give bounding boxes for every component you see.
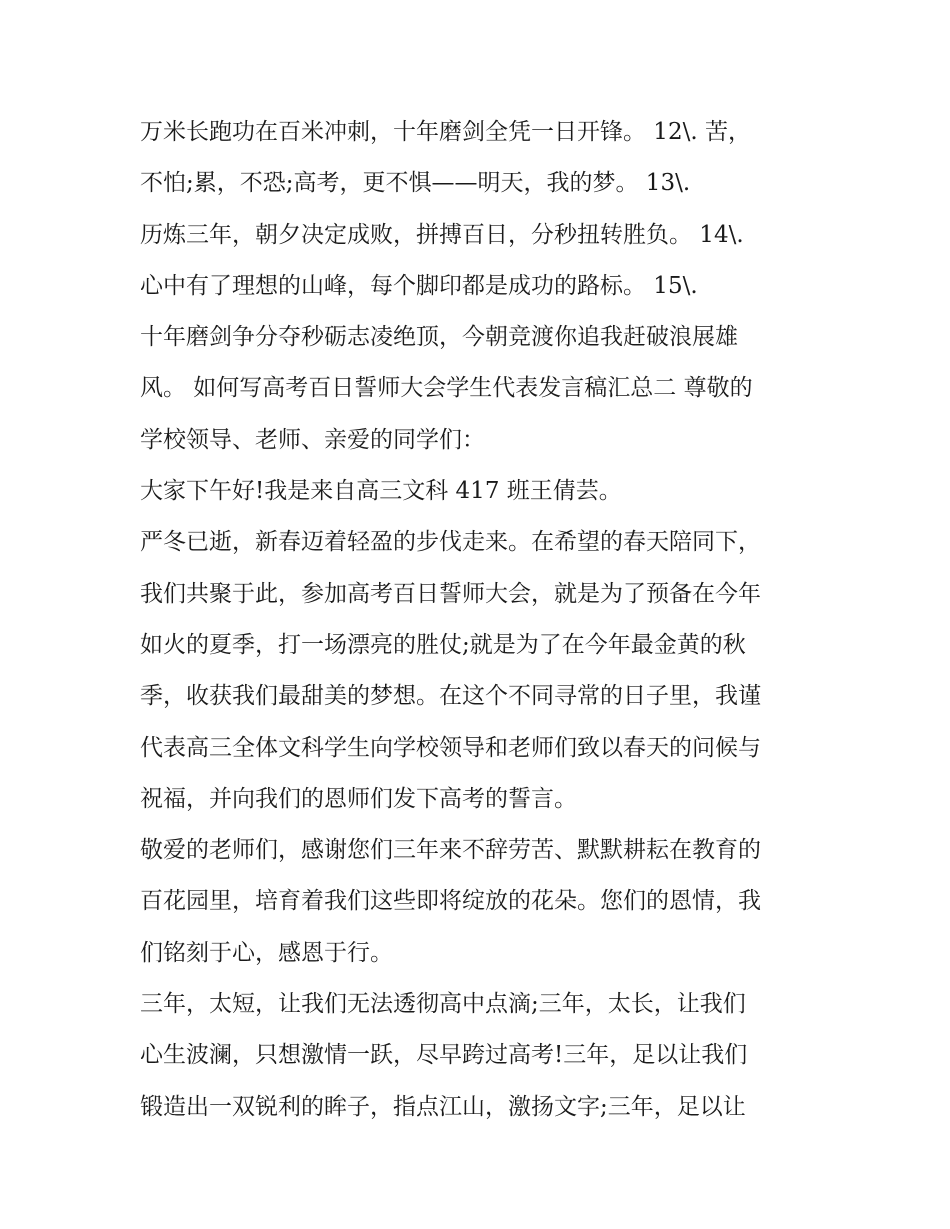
text-line: 代表高三全体文科学生向学校领导和老师们致以春天的问候与 bbox=[140, 734, 761, 761]
text-line: 心生波澜，只想激情一跃，尽早跨过高考!三年，足以让我们 bbox=[140, 1042, 748, 1069]
text-line: 三年，太短，让我们无法透彻高中点滴;三年，太长，让我们 bbox=[140, 991, 746, 1018]
text-line: 心中有了理想的山峰，每个脚印都是成功的路标。 15\. bbox=[140, 272, 698, 299]
text-line: 学校领导、老师、亲爱的同学们： bbox=[140, 426, 485, 453]
text-line: 万米长跑功在百米冲刺，十年磨剑全凭一日开锋。 12\. 苦， bbox=[140, 119, 751, 145]
text-line: 历炼三年，朝夕决定成败，拼搏百日，分秒扭转胜负。 14\. bbox=[140, 221, 744, 248]
text-line: 敬爱的老师们，感谢您们三年来不辞劳苦、默默耕耘在教育的 bbox=[140, 837, 761, 864]
text-line: 大家下午好!我是来自高三文科 417 班王倩芸。 bbox=[140, 478, 622, 505]
text-line: 如火的夏季，打一场漂亮的胜仗;就是为了在今年最金黄的秋 bbox=[140, 631, 746, 658]
document-body bbox=[140, 107, 820, 1133]
text-line: 不怕;累，不恐;高考，更不惧——明天，我的梦。 13\. bbox=[140, 170, 691, 197]
text-line: 百花园里，培育着我们这些即将绽放的花朵。您们的恩情，我 bbox=[140, 888, 761, 915]
text-line: 季，收获我们最甜美的梦想。在这个不同寻常的日子里，我谨 bbox=[140, 683, 761, 710]
text-line: 十年磨剑争分夺秒砺志凌绝顶，今朝竞渡你追我赶破浪展雄 bbox=[140, 324, 738, 351]
text-line: 我们共聚于此，参加高考百日誓师大会，就是为了预备在今年 bbox=[140, 580, 761, 607]
text-line: 风。 如何写高考百日誓师大会学生代表发言稿汇总二 尊敬的 bbox=[140, 375, 753, 402]
text-line: 严冬已逝，新春迈着轻盈的步伐走来。在希望的春天陪同下， bbox=[140, 529, 761, 556]
text-line: 祝福，并向我们的恩师们发下高考的誓言。 bbox=[140, 785, 577, 812]
text-line: 锻造出一双锐利的眸子，指点江山，激扬文字;三年，足以让 bbox=[140, 1093, 746, 1120]
text-line: 们铭刻于心，感恩于行。 bbox=[140, 939, 393, 966]
